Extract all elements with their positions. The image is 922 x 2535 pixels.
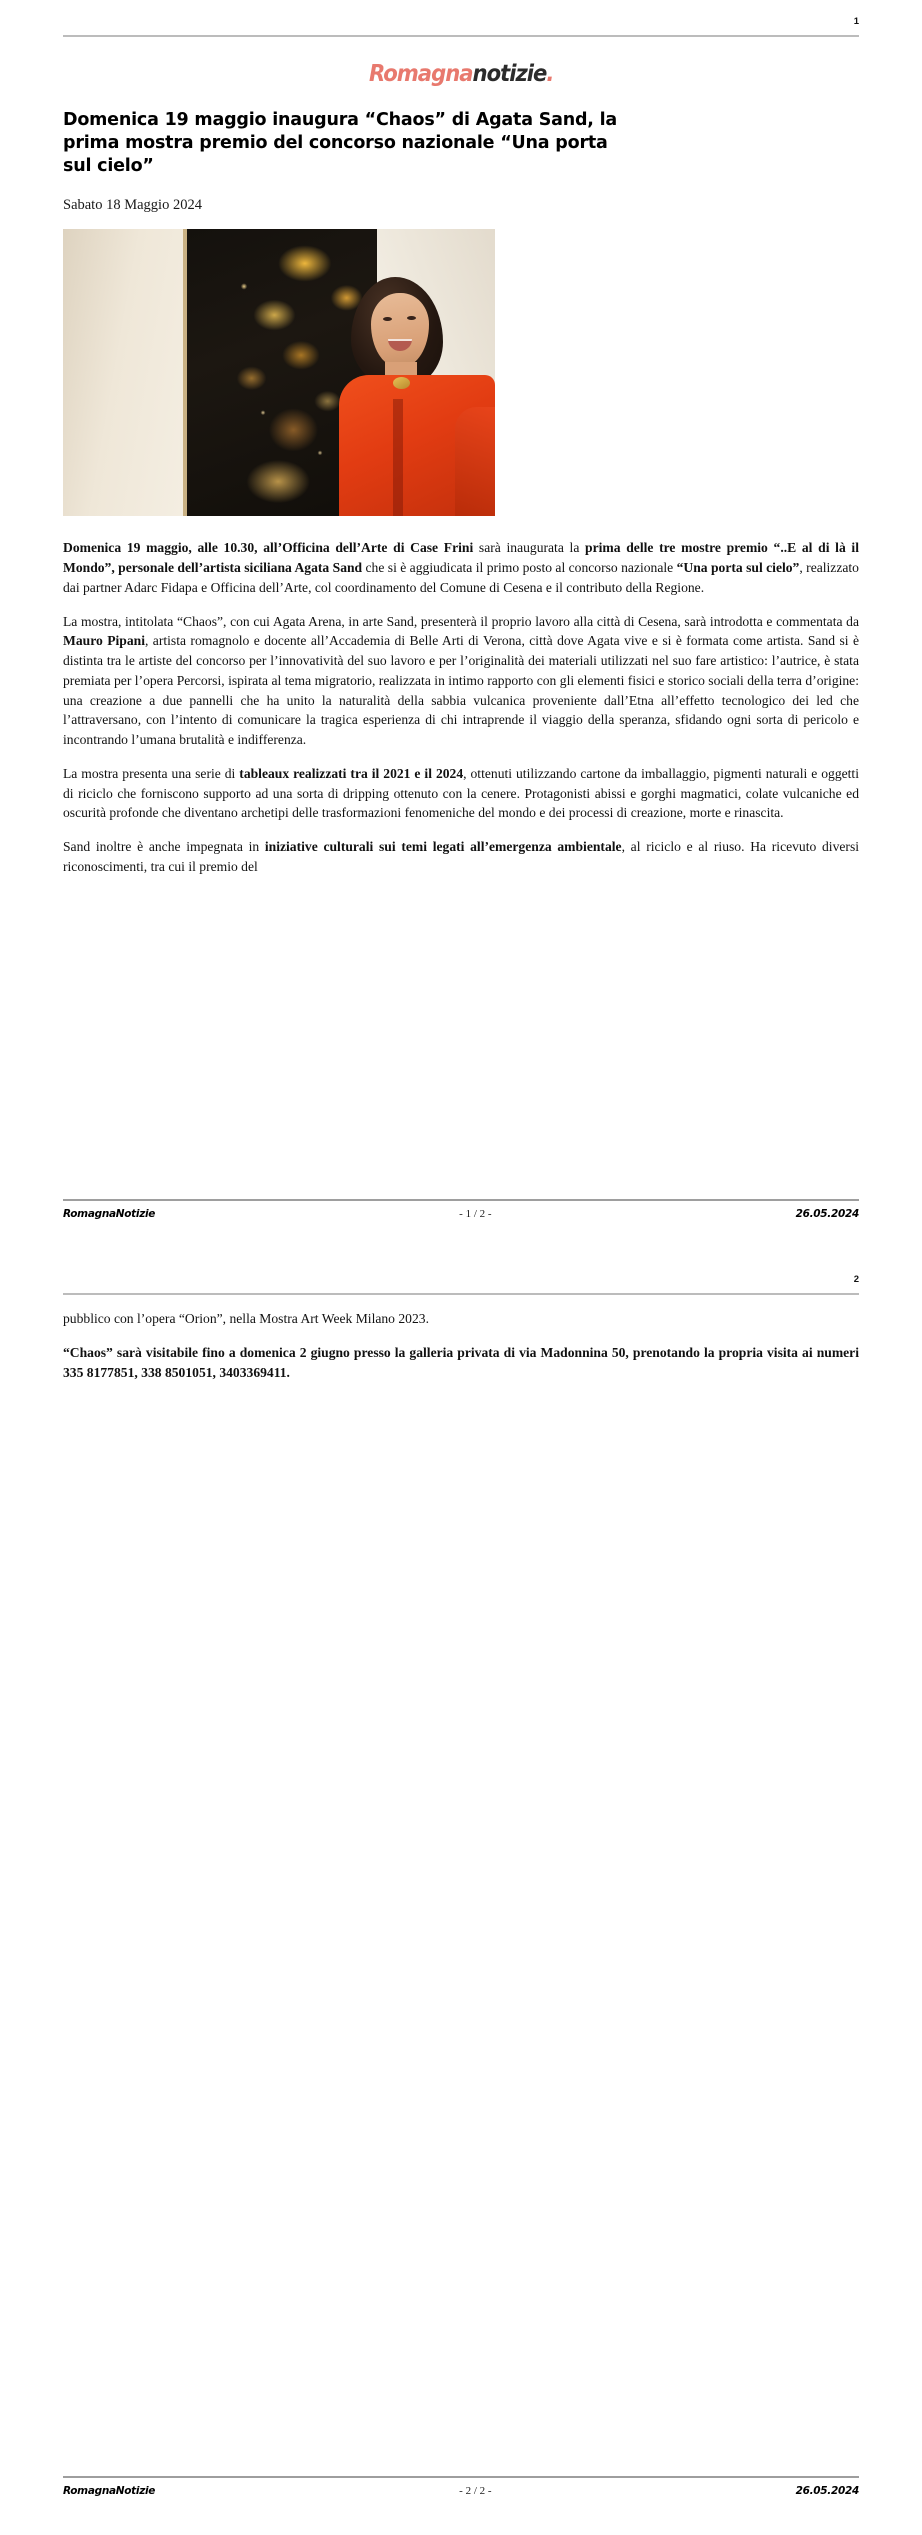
footer-page-counter: - 2 / 2 - bbox=[459, 2485, 492, 2497]
emphasis-text: “Chaos” sarà visitabile fino a domenica 2 giugno presso la galleria privata di via Madonnina 50, prenotando la propria visita ai numeri 335 8177851, 338 8501051, 3403369411. bbox=[63, 1344, 859, 1380]
plain-text: che si è aggiudicata il primo posto al concorso nazionale bbox=[362, 560, 677, 576]
emphasis-text: prima delle tre mostre premio “..E al di là il Mondo”, personale dell’artista siciliana Agata Sand bbox=[63, 540, 859, 576]
footer-date: 26.05.2024 bbox=[795, 1208, 859, 1220]
plain-text: , artista romagnolo e docente all’Accademia di Belle Arti di Verona, città dove Agata vive e si è formata come artista. Sand si è distinta tra le artiste del concorso per l’innovatività del suo lavoro e per l’originalità dei materiali utilizzati nel suo fare artistico: l’autrice, è stata premiata per l’opera Percorsi, ispirata al tema migratorio, realizzata in intimo rapporto con gli elementi fisici e storico sociali della terra d’origine: una creazione a due pannelli che ha unito la naturalità della sabbia vulcanica proveniente dall’Etna all’effetto tecnologico dei led che l’attraversano, con l’intento di comunicare la tragica esperienza di chi intraprende il viaggio della speranza, sfidando ogni sorta di pericolo e incontrando l’umana brutalità e indifferenza. bbox=[63, 633, 859, 748]
footer-page-counter: - 1 / 2 - bbox=[459, 1208, 492, 1220]
emphasis-text: tableaux realizzati tra il 2021 e il 2024 bbox=[239, 765, 464, 781]
plain-text: Sand inoltre è anche impegnata in bbox=[63, 839, 265, 855]
article-paragraph bbox=[63, 764, 859, 823]
page-1-header-page-number: 1 bbox=[853, 16, 859, 27]
footer-divider bbox=[63, 2476, 859, 2478]
plain-text: pubblico con l’opera “Orion”, nella Mostra Art Week Milano 2023. bbox=[63, 1311, 429, 1326]
emphasis-text: Domenica 19 maggio, alle 10.30, all’Officina dell’Arte di Case Frini bbox=[63, 540, 474, 556]
photo-person-shoulder bbox=[455, 407, 495, 516]
page-1-running-header bbox=[63, 0, 859, 37]
header-divider bbox=[63, 35, 859, 37]
plain-text: sarà inaugurata la bbox=[473, 540, 586, 556]
article-paragraph bbox=[63, 1309, 859, 1329]
page-2-running-footer bbox=[63, 2476, 859, 2497]
page-1-running-footer bbox=[63, 1199, 859, 1220]
plain-text: , realizzato dai partner Adarc Fidapa e Officina dell’Arte, col coordinamento del Comune di Cesena e il contributo della Regione. bbox=[63, 560, 859, 595]
brand-logo-wrap bbox=[0, 63, 922, 93]
photo-wall-left bbox=[63, 229, 185, 516]
emphasis-text: “Una porta sul cielo” bbox=[676, 560, 800, 576]
emphasis-text: iniziative culturali sui temi legati all’emergenza ambientale bbox=[264, 839, 622, 855]
page-2-running-header bbox=[63, 1258, 859, 1295]
logo-text-notizie: notizie bbox=[472, 61, 547, 87]
footer-source-name: RomagnaNotizie bbox=[63, 1208, 156, 1220]
article-paragraph bbox=[63, 837, 859, 877]
article-body bbox=[63, 109, 859, 877]
artist-with-painting-photo bbox=[63, 229, 495, 516]
logo-text-romagna: Romagna bbox=[368, 61, 473, 87]
page-1 bbox=[0, 0, 922, 1258]
footer-date: 26.05.2024 bbox=[795, 2485, 859, 2497]
plain-text: , al riciclo e al riuso. Ha ricevuto diversi riconoscimenti, tra cui il premio del bbox=[63, 839, 860, 874]
plain-text: La mostra, intitolata “Chaos”, con cui Agata Arena, in arte Sand, presenterà il proprio lavoro alla città di Cesena, sarà introdotta e commentata da bbox=[63, 613, 859, 629]
article-paragraph bbox=[63, 1343, 859, 1383]
romagnanotizie-logo bbox=[369, 63, 553, 86]
logo-dot: . bbox=[546, 61, 554, 87]
article-body-continued bbox=[63, 1309, 859, 1382]
plain-text: La mostra presenta una serie di bbox=[63, 765, 240, 781]
article-paragraph bbox=[63, 612, 859, 750]
header-divider bbox=[63, 1293, 859, 1295]
footer-source-name: RomagnaNotizie bbox=[63, 2485, 156, 2497]
page-2-header-page-number: 2 bbox=[853, 1274, 859, 1285]
article-dateline: Sabato 18 Maggio 2024 bbox=[63, 197, 202, 214]
article-paragraph bbox=[63, 538, 859, 597]
emphasis-text: Mauro Pipani bbox=[63, 633, 145, 649]
footer-divider bbox=[63, 1199, 859, 1201]
photo-blouse-shadow bbox=[393, 399, 403, 516]
plain-text: , ottenuti utilizzando cartone da imballaggio, pigmenti naturali e oggetti di riciclo che forniscono supporto ad una sorta di dripping ottenuto con la cenere. Protagonisti abissi e gorghi magmatici, colate vulcaniche ed oscurità profonde che diventano archetipi delle trasformazioni fenomeniche del mondo e dei processi di creazione, morte e rinascita. bbox=[63, 765, 859, 821]
page-title: Domenica 19 maggio inaugura “Chaos” di Agata Sand, la prima mostra premio del concorso nazionale “Una porta sul cielo” bbox=[63, 110, 618, 176]
page-2 bbox=[0, 1258, 922, 2535]
